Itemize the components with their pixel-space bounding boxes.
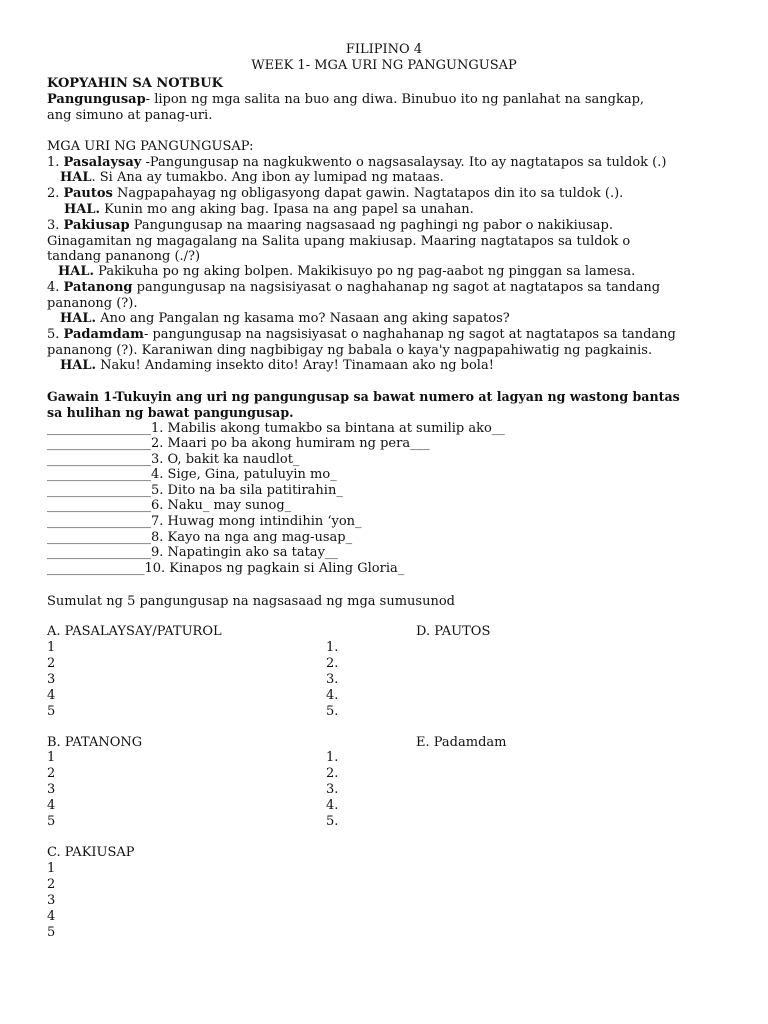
document-subtitle: WEEK 1- MGA URI NG PANGUNGUSAP [251, 58, 517, 73]
type-1: 1. Pasalaysay -Pangungusap na nagkukwento o nagsasalaysay. Ito ay nagtatapos sa tuldok (.) [47, 155, 667, 170]
type-3: 3. Pakiusap Pangungusap na maaring nagsasaad ng paghingi ng pabor o nakikiusap. [47, 218, 614, 233]
section-b-num: 5 [47, 814, 56, 829]
section-b-num: 2 [47, 766, 56, 781]
type-4-example: HAL. Ano ang Pangalan ng kasama mo? Nasaan ang aking sapatos? [60, 311, 510, 326]
activity-item: _______________10. Kinapos ng pagkain si Aling Gloria_ [47, 561, 405, 576]
section-c-num: 1 [47, 861, 56, 876]
section-e-num: 3. [326, 782, 339, 797]
section-d-num: 2. [326, 656, 339, 671]
section-a-num: 5 [47, 704, 56, 719]
activity-heading: Gawain 1-Tukuyin ang uri ng pangungusap sa bawat numero at lagyan ng wastong bantas [47, 389, 680, 404]
activity-item: ________________3. O, bakit ka naudlot_ [47, 452, 300, 467]
section-e-num: 4. [326, 798, 339, 813]
type-3-cont2: tandang pananong (./?) [47, 249, 201, 264]
activity-item: ________________9. Napatingin ako sa tatay__ [47, 545, 338, 560]
section-d-label: D. PAUTOS [416, 624, 491, 639]
type-3-cont: Ginagamitan ng magagalang na Salita upang makiusap. Maaring nagtatapos sa tuldok o [47, 234, 631, 249]
document-title: FILIPINO 4 [345, 42, 423, 57]
section-c-num: 3 [47, 893, 56, 908]
type-1-example: HAL. Si Ana ay tumakbo. Ang ibon ay lumipad ng mataas. [60, 170, 444, 185]
section-d-num: 3. [326, 672, 339, 687]
section-b-num: 1 [47, 750, 56, 765]
section-d-num: 5. [326, 704, 339, 719]
activity-item: ________________4. Sige, Gina, patuluyin mo_ [47, 467, 337, 482]
section-e-label: E. Padamdam [416, 735, 507, 750]
writing-instruction: Sumulat ng 5 pangungusap na nagsasaad ng mga sumusunod [47, 594, 455, 609]
type-3-example: HAL. Pakikuha po ng aking bolpen. Makikisuyo po ng pag-aabot ng pinggan sa lamesa. [58, 264, 636, 279]
section-b-label: B. PATANONG [47, 735, 143, 750]
activity-item: ________________5. Dito na ba sila patitirahin_ [47, 483, 343, 498]
activity-item: ________________1. Mabilis akong tumakbo sa bintana at sumilip ako__ [47, 421, 505, 436]
activity-item: ________________6. Naku_ may sunog_ [47, 498, 292, 513]
section-c-num: 5 [47, 925, 56, 940]
intro-definition: Pangungusap- lipon ng mga salita na buo ang diwa. Binubuo ito ng panlahat na sangkap, [47, 92, 645, 107]
section-a-num: 3 [47, 672, 56, 687]
type-5-example: HAL. Naku! Andaming insekto dito! Aray! Tinamaan ako ng bola! [60, 358, 494, 373]
activity-heading-cont: sa hulihan ng bawat pangungusap. [47, 405, 294, 420]
type-4-cont: pananong (?). [47, 296, 138, 311]
section-e-num: 5. [326, 814, 339, 829]
section-b-num: 4 [47, 798, 56, 813]
intro-definition-cont: ang simuno at panag-uri. [47, 108, 213, 123]
type-2-example: HAL. Kunin mo ang aking bag. Ipasa na ang papel sa unahan. [64, 202, 474, 217]
type-2: 2. Pautos Nagpapahayag ng obligasyong dapat gawin. Nagtatapos din ito sa tuldok (.). [47, 186, 624, 201]
intro-heading: KOPYAHIN SA NOTBUK [47, 76, 223, 91]
activity-item: ________________2. Maari po ba akong humiram ng pera___ [47, 436, 430, 451]
section-d-num: 4. [326, 688, 339, 703]
section-c-num: 2 [47, 877, 56, 892]
section-d-num: 1. [326, 640, 339, 655]
section-b-num: 3 [47, 782, 56, 797]
type-4: 4. Patanong pangungusap na nagsisiyasat o naghahanap ng sagot at nagtatapos sa tandang [47, 280, 661, 295]
activity-item: ________________8. Kayo na nga ang mag-usap_ [47, 530, 353, 545]
section-c-num: 4 [47, 909, 56, 924]
section-e-num: 2. [326, 766, 339, 781]
section-e-num: 1. [326, 750, 339, 765]
activity-item: ________________7. Huwag mong intindihin ‘yon_ [47, 514, 362, 529]
section-a-num: 2 [47, 656, 56, 671]
section-a-num: 1 [47, 640, 56, 655]
section-a-num: 4 [47, 688, 56, 703]
types-heading: MGA URI NG PANGUNGUSAP: [47, 139, 254, 154]
section-c-label: C. PAKIUSAP [47, 845, 135, 860]
type-5-cont: pananong (?). Karaniwan ding nagbibigay ng babala o kaya'y nagpapahiwatig ng pagkainis. [47, 343, 653, 358]
type-5: 5. Padamdam- pangungusap na nagsisiyasat o naghahanap ng sagot at nagtatapos sa tandang [47, 327, 676, 342]
section-a-label: A. PASALAYSAY/PATUROL [47, 624, 222, 639]
